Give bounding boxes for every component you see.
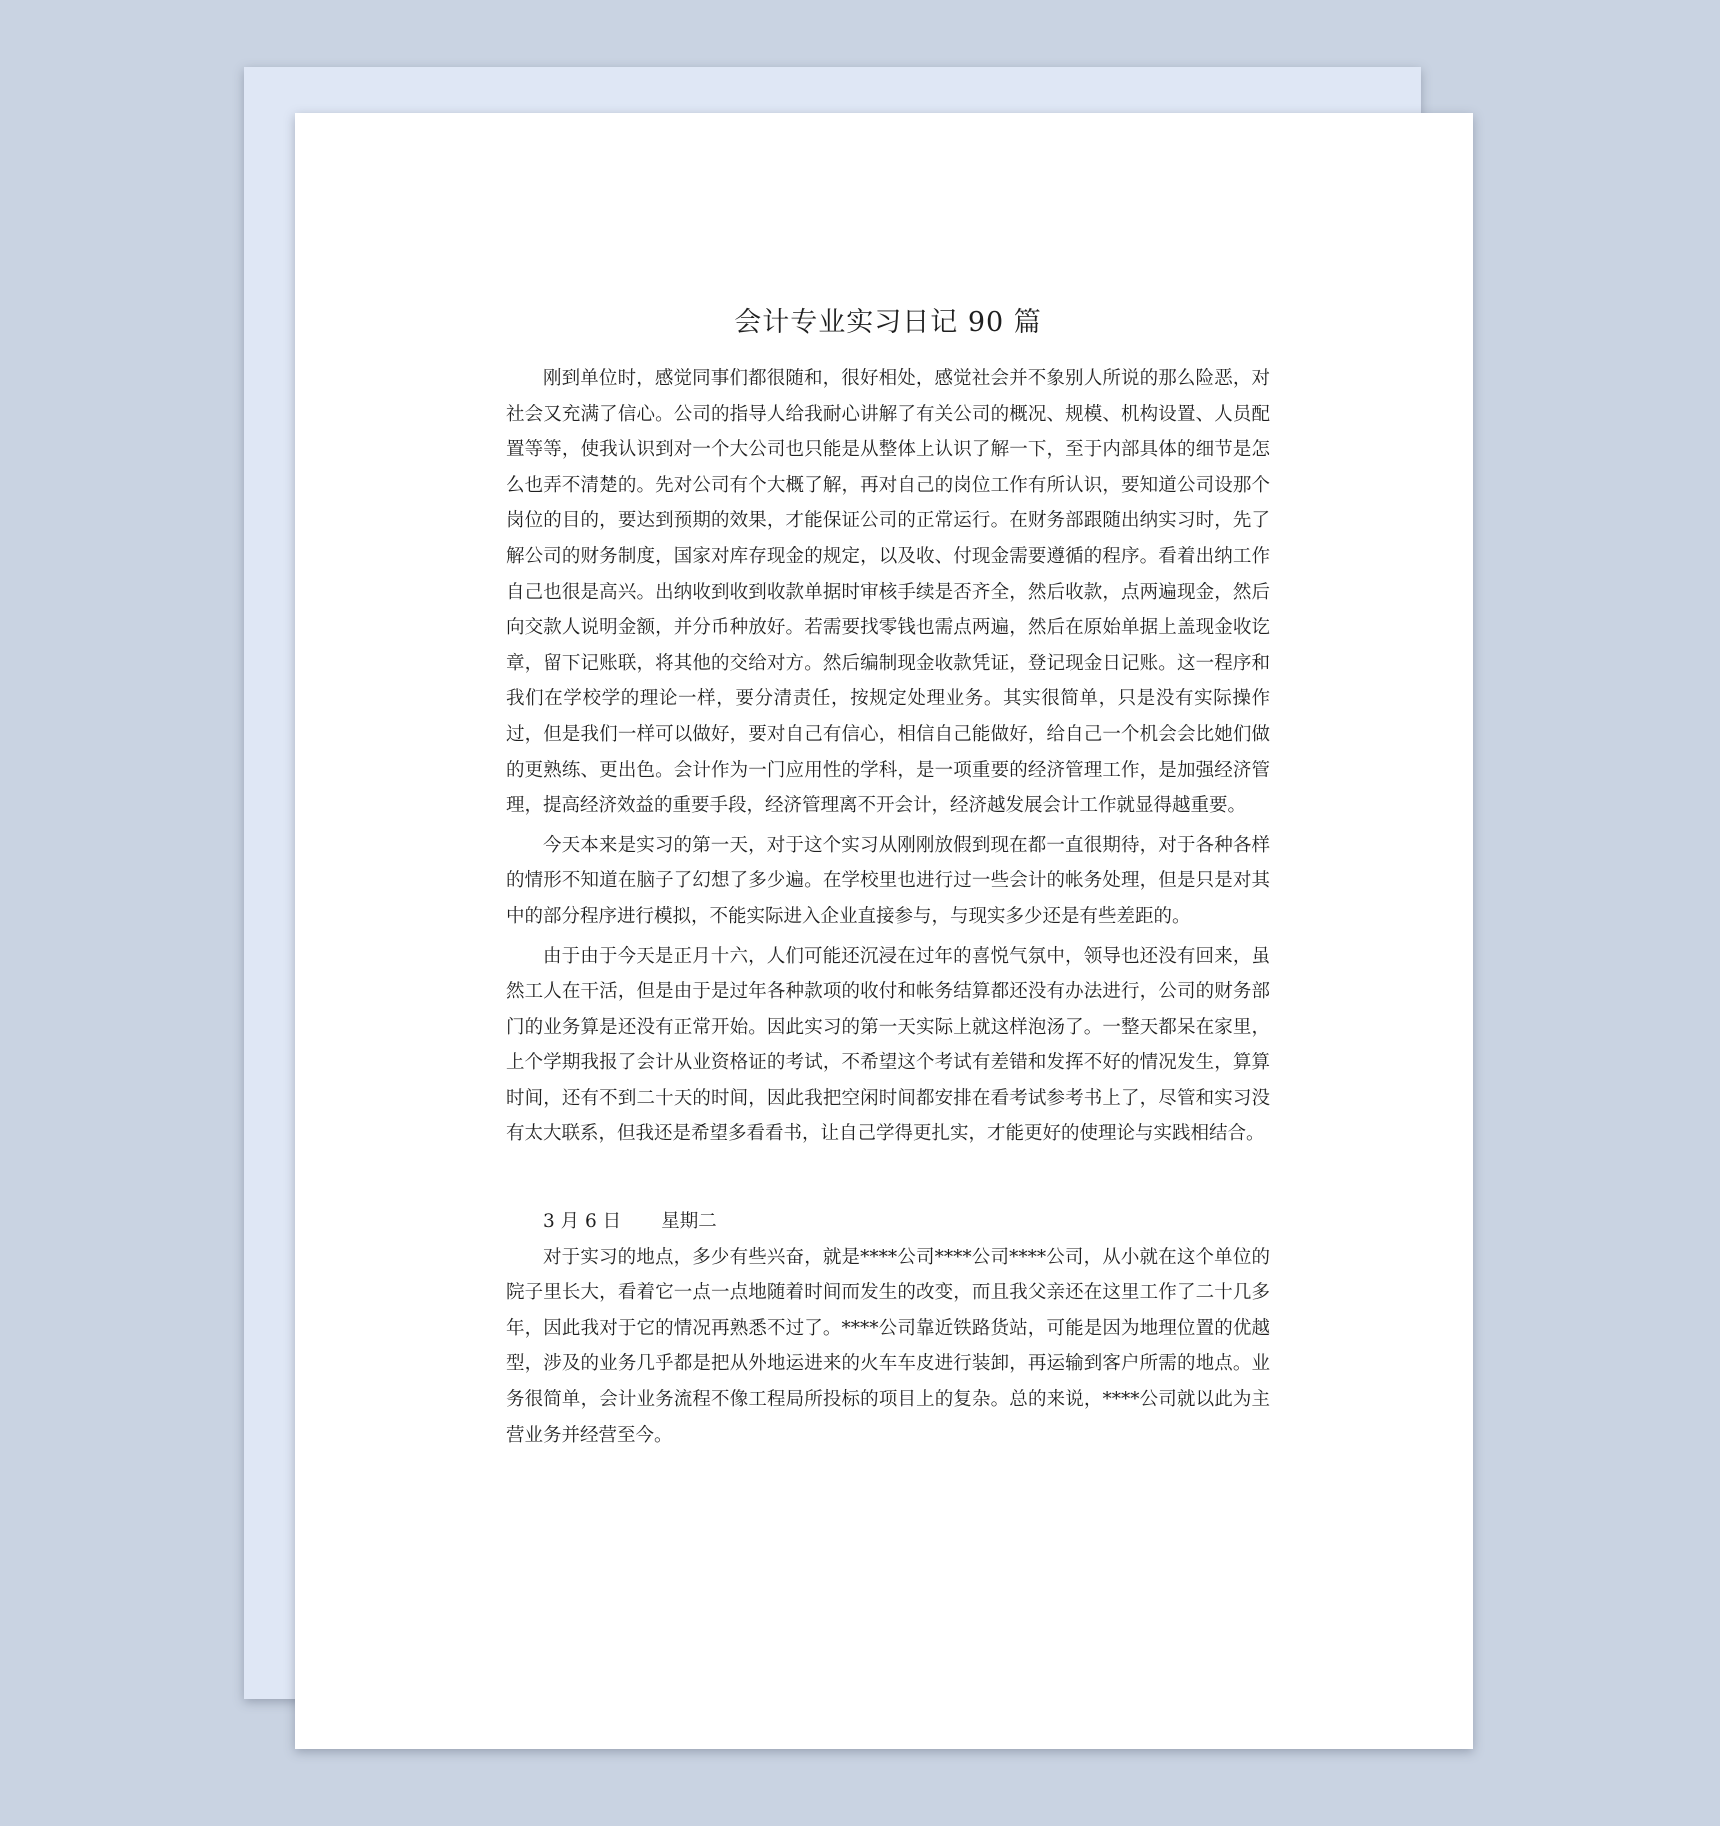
paragraph-3: 由于由于今天是正月十六，人们可能还沉浸在过年的喜悦气氛中，领导也还没有回来，虽然工人在干活，但是由于是过年各种款项的收付和帐务结算都还没有办法进行，公司的财务部门的业务算是还没有正常开始。因此实习的第一天实际上就这样泡汤了。一整天都呆在家里，上个学期我报了会计从业资格证的考试，不希望这个考试有差错和发挥不好的情况发生，算算时间，还有不到二十天的时间，因此我把空闲时间都安排在看考试参考书上了，尽管和实习没有太大联系，但我还是希望多看看书，让自己学得更扎实，才能更好的使理论与实践相结合。 (506, 945, 1270, 1145)
section-spacer (506, 1156, 1270, 1204)
entry-date: 3 月 6 日 (543, 1211, 622, 1233)
entry-date-line (506, 1204, 1270, 1240)
paragraph-1: 刚到单位时，感觉同事们都很随和，很好相处，感觉社会并不象别人所说的那么险恶，对社会又充满了信心。公司的指导人给我耐心讲解了有关公司的概况、规模、机构设置、人员配置等等，使我认识到对一个大公司也只能是从整体上认识了解一下，至于内部具体的细节是怎么也弄不清楚的。先对公司有个大概了解，再对自己的岗位工作有所认识，要知道公司设那个岗位的目的，要达到预期的效果，才能保证公司的正常运行。在财务部跟随出纳实习时，先了解公司的财务制度，国家对库存现金的规定，以及收、付现金需要遵循的程序。看着出纳工作自己也很是高兴。出纳收到收到收款单据时审核手续是否齐全，然后收款，点两遍现金，然后向交款人说明金额，并分币种放好。若需要找零钱也需点两遍，然后在原始单据上盖现金收讫章，留下记账联，将其他的交给对方。然后编制现金收款凭证，登记现金日记账。这一程序和我们在学校学的理论一样，要分清责任，按规定处理业务。其实很简单，只是没有实际操作过，但是我们一样可以做好，要对自己有信心，相信自己能做好，给自己一个机会会比她们做的更熟练、更出色。会计作为一门应用性的学科，是一项重要的经济管理工作，是加强经济管理，提高经济效益的重要手段，经济管理离不开会计，经济越发展会计工作就显得越重要。 (506, 368, 1270, 817)
document-content (506, 303, 1270, 1457)
document-title: 会计专业实习日记 90 篇 (734, 307, 1042, 338)
document-page (295, 113, 1473, 1749)
entry-weekday: 星期二 (661, 1211, 717, 1233)
paragraph-2: 今天本来是实习的第一天，对于这个实习从刚刚放假到现在都一直很期待，对于各种各样的情形不知道在脑子了幻想了多少遍。在学校里也进行过一些会计的帐务处理，但是只是对其中的部分程序进行模拟，不能实际进入企业直接参与，与现实多少还是有些差距的。 (506, 834, 1270, 927)
entry-paragraph: 对于实习的地点，多少有些兴奋，就是****公司****公司****公司，从小就在这个单位的院子里长大，看着它一点一点地随着时间而发生的改变，而且我父亲还在这里工作了二十几多年，因此我对于它的情况再熟悉不过了。****公司靠近铁路货站，可能是因为地理位置的优越型，涉及的业务几乎都是把从外地运进来的火车车皮进行装卸，再运输到客户所需的地点。业务很简单，会计业务流程不像工程局所投标的项目上的复杂。总的来说，****公司就以此为主营业务并经营至今。 (506, 1246, 1270, 1446)
